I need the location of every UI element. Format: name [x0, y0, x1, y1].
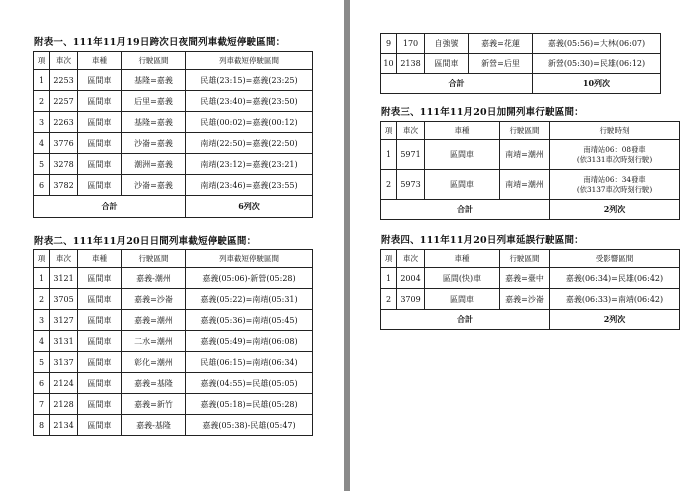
cell: 區間車	[425, 54, 469, 74]
cell: 后里=嘉義	[122, 91, 186, 112]
header-cell: 車次	[397, 250, 425, 268]
table-row	[381, 268, 680, 289]
cell: 自強號	[425, 34, 469, 54]
document-page-right	[350, 0, 696, 491]
cell: 新營(05:30)=民雄(06:12)	[533, 54, 661, 74]
departure-text: 南靖站06：08發車	[583, 144, 646, 154]
total-row	[34, 196, 313, 218]
cell: 區間車	[78, 112, 122, 133]
table-row	[34, 331, 313, 352]
cell: 170	[397, 34, 425, 54]
cell: 3131	[50, 331, 78, 352]
header-cell: 項	[381, 122, 397, 140]
total-label: 合計	[381, 74, 533, 94]
header-cell: 車種	[425, 250, 500, 268]
cell: 嘉義(05:49)=南靖(06:08)	[186, 331, 313, 352]
cell: 2	[34, 289, 50, 310]
header-cell: 行駛區間	[122, 52, 186, 70]
cell: 6	[34, 175, 50, 196]
cell: 沙崙=嘉義	[122, 133, 186, 154]
cell: 2	[381, 170, 397, 200]
cell: 嘉義(06:33)=南靖(06:42)	[550, 289, 680, 310]
cell: 5973	[397, 170, 425, 200]
table-header-row	[34, 52, 313, 70]
table-header-row	[34, 250, 313, 268]
header-cell: 項	[34, 250, 50, 268]
header-cell: 行駛時刻	[550, 122, 680, 140]
total-label: 合計	[381, 310, 550, 330]
table3-title: 附表三、111年11月20日加開列車行駛區間：	[381, 107, 584, 118]
table-row	[381, 170, 680, 200]
cell: 嘉義=花蓮	[469, 34, 533, 54]
cell: 7	[34, 394, 50, 415]
cell: 區間車	[78, 394, 122, 415]
cell: 嘉義=新竹	[122, 394, 186, 415]
cell: 嘉義(05:38)-民雄(05:47)	[186, 415, 313, 436]
cell: 區間車	[78, 154, 122, 175]
cell: 基隆=嘉義	[122, 70, 186, 91]
header-cell: 車種	[78, 250, 122, 268]
cell: 區間(快)車	[425, 268, 500, 289]
cell: 3	[34, 310, 50, 331]
cell: 嘉義(05:06)-新營(05:28)	[186, 268, 313, 289]
cell: 嘉義(04:55)=民雄(05:05)	[186, 373, 313, 394]
total-row	[381, 310, 680, 330]
cell: 彰化=潮州	[122, 352, 186, 373]
table1	[33, 51, 313, 218]
table-row	[34, 133, 313, 154]
table3	[380, 121, 680, 220]
departure-text: 南靖站06：34發車	[583, 174, 646, 184]
table-row	[34, 112, 313, 133]
cell: 3782	[50, 175, 78, 196]
cell: 區間車	[425, 170, 500, 200]
table2-title: 附表二、111年11月20日日間列車截短停駛區間：	[34, 236, 257, 247]
total-label: 合計	[381, 200, 550, 220]
header-cell: 車種	[425, 122, 500, 140]
cell: 南靖=潮州	[500, 170, 550, 200]
table-header-row	[381, 122, 680, 140]
cell: 區間車	[78, 352, 122, 373]
cell: 民雄(23:15)=嘉義(23:25)	[186, 70, 313, 91]
cell: 2128	[50, 394, 78, 415]
header-cell: 車次	[50, 52, 78, 70]
table-row	[34, 352, 313, 373]
table-row	[34, 415, 313, 436]
table-row	[381, 34, 661, 54]
cell: 嘉義-基隆	[122, 415, 186, 436]
cell: 區間車	[78, 289, 122, 310]
cell: 區間車	[78, 310, 122, 331]
header-cell: 車種	[78, 52, 122, 70]
table-row	[34, 394, 313, 415]
cell: 基隆=嘉義	[122, 112, 186, 133]
cell: 民雄(23:40)=嘉義(23:50)	[186, 91, 313, 112]
cell: 嘉義-潮州	[122, 268, 186, 289]
table-row	[34, 175, 313, 196]
cell: 2124	[50, 373, 78, 394]
cell: 2134	[50, 415, 78, 436]
cell: 民雄(06:15)=南靖(06:34)	[186, 352, 313, 373]
header-cell: 車次	[397, 122, 425, 140]
table-row	[381, 289, 680, 310]
cell: 3121	[50, 268, 78, 289]
cell: 2	[381, 289, 397, 310]
table2	[33, 249, 313, 436]
cell: 5	[34, 154, 50, 175]
cell: 2004	[397, 268, 425, 289]
cell: 區間車	[78, 415, 122, 436]
cell: 2138	[397, 54, 425, 74]
table-row	[34, 154, 313, 175]
cell: 二水=潮州	[122, 331, 186, 352]
cell: 3137	[50, 352, 78, 373]
total-value: 2列次	[550, 310, 680, 330]
cell: 4	[34, 133, 50, 154]
cell: 9	[381, 34, 397, 54]
header-cell: 列車截短停駛區間	[186, 250, 313, 268]
cell: 嘉義=沙崙	[500, 289, 550, 310]
cell: 南靖(22:50)=嘉義(22:50)	[186, 133, 313, 154]
total-row	[381, 200, 680, 220]
schedule-note: (依3137車次時刻行駛)	[576, 184, 653, 194]
cell: 2263	[50, 112, 78, 133]
cell: 區間車	[78, 268, 122, 289]
header-cell: 行駛區間	[122, 250, 186, 268]
header-cell: 行駛區間	[500, 122, 550, 140]
table-row	[34, 373, 313, 394]
cell: 區間車	[78, 175, 122, 196]
cell: 區間車	[78, 373, 122, 394]
total-value: 6列次	[186, 196, 313, 218]
schedule-cell	[550, 170, 680, 200]
cell: 1	[381, 268, 397, 289]
table-row	[34, 310, 313, 331]
cell: 潮洲=嘉義	[122, 154, 186, 175]
cell: 3705	[50, 289, 78, 310]
cell: 區間車	[78, 70, 122, 91]
table4	[380, 249, 680, 330]
total-value: 10列次	[533, 74, 661, 94]
cell: 3709	[397, 289, 425, 310]
cell: 10	[381, 54, 397, 74]
cell: 1	[34, 268, 50, 289]
cell: 民雄(00:02)=嘉義(00:12)	[186, 112, 313, 133]
table-row	[381, 54, 661, 74]
cell: 1	[381, 140, 397, 170]
table2-continued	[380, 33, 661, 94]
schedule-cell	[550, 140, 680, 170]
total-row	[381, 74, 661, 94]
cell: 嘉義(05:22)=南靖(05:31)	[186, 289, 313, 310]
cell: 南靖=潮州	[500, 140, 550, 170]
cell: 3776	[50, 133, 78, 154]
cell: 嘉義=沙崙	[122, 289, 186, 310]
header-cell: 列車截短停駛區間	[186, 52, 313, 70]
cell: 3	[34, 112, 50, 133]
cell: 嘉義(05:18)=民雄(05:28)	[186, 394, 313, 415]
table4-title: 附表四、111年11月20日列車延誤行駛區間：	[381, 235, 584, 246]
cell: 5971	[397, 140, 425, 170]
cell: 嘉義(05:36)=南靖(05:45)	[186, 310, 313, 331]
cell: 5	[34, 352, 50, 373]
document-page-left	[0, 0, 344, 491]
cell: 區間車	[78, 91, 122, 112]
cell: 沙崙=嘉義	[122, 175, 186, 196]
table1-title: 附表一、111年11月19日跨次日夜間列車截短停駛區間：	[34, 37, 286, 48]
cell: 南靖(23:12)=嘉義(23:21)	[186, 154, 313, 175]
header-cell: 項	[381, 250, 397, 268]
cell: 3278	[50, 154, 78, 175]
cell: 南靖(23:46)=嘉義(23:55)	[186, 175, 313, 196]
table-row	[34, 70, 313, 91]
schedule-note: (依3131車次時刻行駛)	[576, 154, 653, 164]
cell: 6	[34, 373, 50, 394]
cell: 3127	[50, 310, 78, 331]
cell: 2	[34, 91, 50, 112]
total-label: 合計	[34, 196, 186, 218]
cell: 2253	[50, 70, 78, 91]
table-row	[381, 140, 680, 170]
cell: 1	[34, 70, 50, 91]
cell: 嘉義=基隆	[122, 373, 186, 394]
cell: 區間車	[425, 140, 500, 170]
table-row	[34, 91, 313, 112]
cell: 嘉義=臺中	[500, 268, 550, 289]
table-row	[34, 268, 313, 289]
cell: 8	[34, 415, 50, 436]
cell: 區間車	[78, 331, 122, 352]
table-row	[34, 289, 313, 310]
header-cell: 項	[34, 52, 50, 70]
cell: 嘉義=潮州	[122, 310, 186, 331]
cell: 區間車	[425, 289, 500, 310]
cell: 2257	[50, 91, 78, 112]
table-header-row	[381, 250, 680, 268]
total-value: 2列次	[550, 200, 680, 220]
cell: 嘉義(05:56)=大林(06:07)	[533, 34, 661, 54]
cell: 新營=后里	[469, 54, 533, 74]
header-cell: 車次	[50, 250, 78, 268]
header-cell: 受影響區間	[550, 250, 680, 268]
cell: 嘉義(06:34)=民雄(06:42)	[550, 268, 680, 289]
cell: 4	[34, 331, 50, 352]
header-cell: 行駛區間	[500, 250, 550, 268]
cell: 區間車	[78, 133, 122, 154]
